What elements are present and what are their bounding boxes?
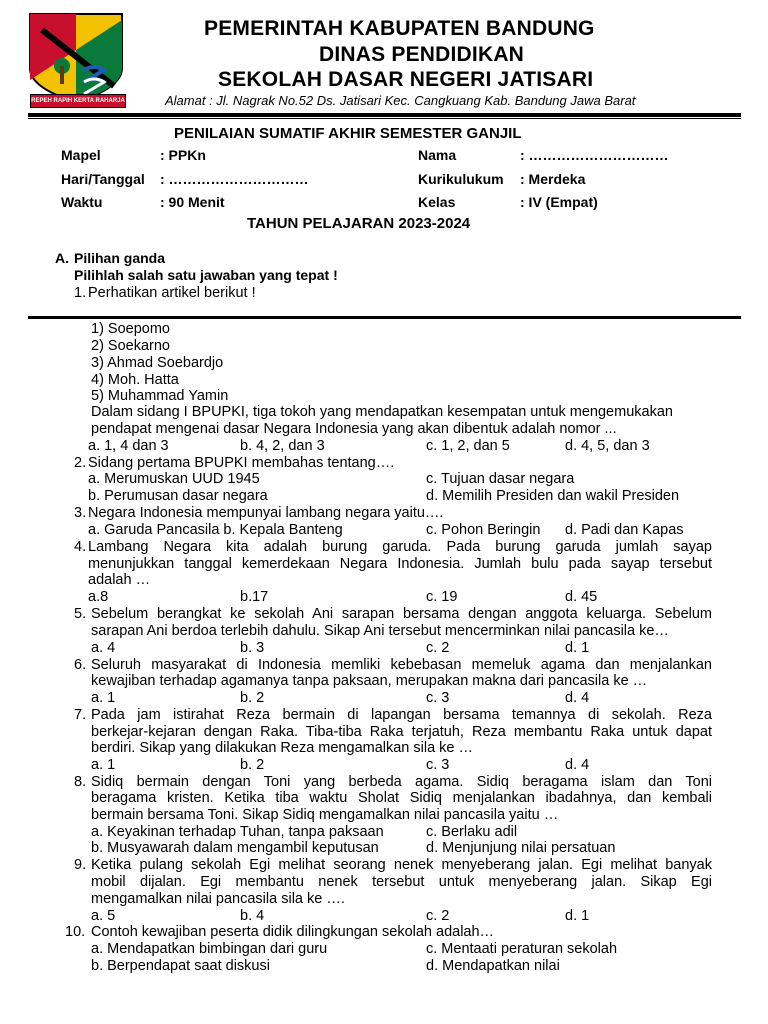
q7-option-d[interactable]: d. 4 — [565, 757, 590, 773]
q3-option-c[interactable]: c. Pohon Beringin — [426, 522, 541, 538]
q4-number: 4. — [74, 539, 87, 555]
q1-item-2: 2) Soekarno — [91, 338, 170, 354]
nama-value: : ………………………… — [520, 147, 669, 163]
nama-label: Nama — [418, 147, 457, 163]
q7-line-3: berdiri. Sikap yang dilakukan Reza mengamalkan sila ke … — [91, 740, 474, 756]
q1-option-c[interactable]: c. 1, 2, dan 5 — [426, 438, 510, 454]
header-rule-thin — [28, 118, 741, 119]
q7-option-a[interactable]: a. 1 — [91, 757, 116, 773]
q9-line-2: mobil dijalan. Egi membantu nenek tersebut untuk menyeberang jalan. Sikap Egi — [91, 874, 712, 890]
q10-option-a[interactable]: a. Mendapatkan bimbingan dari guru — [91, 941, 328, 957]
section-letter: A. — [55, 250, 69, 266]
hari-label: Hari/Tanggal — [61, 171, 145, 187]
q8-line-1: Sidiq bermain dengan Toni yang berbeda agama. Sidiq beragama islam dan Toni — [91, 774, 712, 790]
header-line-3: SEKOLAH DASAR NEGERI JATISARI — [218, 68, 594, 91]
hari-value: : ………………………… — [160, 171, 309, 187]
q10-option-d[interactable]: d. Mendapatkan nilai — [426, 958, 560, 974]
q10-text: Contoh kewajiban peserta didik dilingkungan sekolah adalah… — [91, 924, 495, 940]
header-line-1: PEMERINTAH KABUPATEN BANDUNG — [204, 17, 595, 40]
section-title: Pilihan ganda — [74, 250, 166, 266]
q7-option-c[interactable]: c. 3 — [426, 757, 450, 773]
q9-option-c[interactable]: c. 2 — [426, 908, 450, 924]
q6-line-2: kewajiban terhadap agamanya tanpa paksaan, merupakan makna dari pancasila ke … — [91, 673, 648, 689]
header-rule-thick — [28, 113, 741, 117]
school-logo — [24, 10, 128, 110]
q1-option-a[interactable]: a. 1, 4 dan 3 — [88, 438, 169, 454]
q5-line-2: sarapan Ani berdoa terlebih dahulu. Sikap Ani tersebut mencerminkan nilai pancasila ke… — [91, 623, 669, 639]
q2-number: 2. — [74, 455, 87, 471]
q6-option-a[interactable]: a. 1 — [91, 690, 116, 706]
q1-item-3: 3) Ahmad Soebardjo — [91, 355, 224, 371]
kurikulum-label: Kurikulukum — [418, 171, 504, 187]
q7-line-1: Pada jam istirahat Reza bermain di lapangan bersama temannya di sekolah. Reza — [91, 707, 712, 723]
q2-option-d[interactable]: d. Memilih Presiden dan wakil Presiden — [426, 488, 680, 504]
logo-motto: REPEH RAPIH KERTA RAHARJA — [31, 98, 125, 104]
q5-option-a[interactable]: a. 4 — [91, 640, 116, 656]
q7-option-b[interactable]: b. 2 — [240, 757, 265, 773]
q7-number: 7. — [74, 707, 87, 723]
q6-option-c[interactable]: c. 3 — [426, 690, 450, 706]
q8-option-a[interactable]: a. Keyakinan terhadap Tuhan, tanpa paksaan — [91, 824, 384, 840]
q6-line-1: Seluruh masyarakat di Indonesia memliki kebebasan memeluk agama dan menjalankan — [91, 657, 712, 673]
q8-line-2: beragama kristen. Ketika tiba waktu Sholat Sidiq menjalankan ibadahnya, dan kembali — [91, 790, 712, 806]
q1-item-5: 5) Muhammad Yamin — [91, 388, 229, 404]
q4-line-2: menunjukkan tanggal kemerdekaan Negara Indonesia. Jumlah bulu pada sayap tersebut — [88, 556, 712, 572]
section-instruction: Pilihlah salah satu jawaban yang tepat ! — [74, 267, 338, 283]
q5-number: 5. — [74, 606, 87, 622]
q4-option-a[interactable]: a.8 — [88, 589, 109, 605]
q2-option-c[interactable]: c. Tujuan dasar negara — [426, 471, 575, 487]
q10-number: 10. — [65, 924, 86, 940]
waktu-label: Waktu — [61, 194, 103, 210]
q4-line-1: Lambang Negara kita adalah burung garuda. Pada burung garuda jumlah sayap — [88, 539, 712, 555]
q1-item-4: 4) Moh. Hatta — [91, 372, 179, 388]
page-break-rule — [28, 316, 741, 319]
q3-option-d[interactable]: d. Padi dan Kapas — [565, 522, 684, 538]
q8-line-3: bermain bersama Toni. Sikap Sidiq mengamalkan nilai pancasila yaitu … — [91, 807, 559, 823]
q1-line-1: Dalam sidang I BPUPKI, tiga tokoh yang mendapatkan kesempatan untuk mengemukakan — [91, 404, 673, 420]
q9-option-d[interactable]: d. 1 — [565, 908, 590, 924]
q8-option-d[interactable]: d. Menjunjung nilai persatuan — [426, 840, 616, 856]
q5-option-c[interactable]: c. 2 — [426, 640, 450, 656]
q3-number: 3. — [74, 505, 87, 521]
mapel-value: : PPKn — [160, 147, 206, 163]
q7-line-2: berkejar-kejaran dengan Raka. Tiba-tiba Raka terjatuh, Reza membantu Raka untuk dapat — [91, 724, 712, 740]
q8-option-b[interactable]: b. Musyawarah dalam mengambil keputusan — [91, 840, 379, 856]
logo-motto-ribbon — [30, 94, 126, 108]
kelas-label: Kelas — [418, 194, 456, 210]
q10-option-c[interactable]: c. Mentaati peraturan sekolah — [426, 941, 618, 957]
q8-number: 8. — [74, 774, 87, 790]
q4-line-3: adalah … — [88, 572, 151, 588]
q4-option-b[interactable]: b.17 — [240, 589, 269, 605]
q9-option-a[interactable]: a. 5 — [91, 908, 116, 924]
waktu-value: : 90 Menit — [160, 194, 225, 210]
q2-text: Sidang pertama BPUPKI membahas tentang…. — [88, 455, 395, 471]
q8-option-c[interactable]: c. Berlaku adil — [426, 824, 518, 840]
q2-option-a[interactable]: a. Merumuskan UUD 1945 — [88, 471, 260, 487]
q9-line-3: mengamalkan nilai pancasila sila ke …. — [91, 891, 345, 907]
q10-option-b[interactable]: b. Berpendapat saat diskusi — [91, 958, 270, 974]
q6-option-d[interactable]: d. 4 — [565, 690, 590, 706]
academic-year: TAHUN PELAJARAN 2023-2024 — [247, 215, 471, 232]
q3-text: Negara Indonesia mempunyai lambang negara yaitu…. — [88, 505, 444, 521]
q9-line-1: Ketika pulang sekolah Egi melihat seorang nenek menyeberang jalan. Egi melihat banyak — [91, 857, 712, 873]
mapel-label: Mapel — [61, 147, 101, 163]
q3-option-ab[interactable]: a. Garuda Pancasila b. Kepala Banteng — [88, 522, 343, 538]
q6-option-b[interactable]: b. 2 — [240, 690, 265, 706]
q1-option-b[interactable]: b. 4, 2, dan 3 — [240, 438, 325, 454]
kelas-value: : IV (Empat) — [520, 194, 598, 210]
q1-option-d[interactable]: d. 4, 5, dan 3 — [565, 438, 650, 454]
q9-number: 9. — [74, 857, 87, 873]
q1-item-1: 1) Soepomo — [91, 321, 170, 337]
exam-title: PENILAIAN SUMATIF AKHIR SEMESTER GANJIL — [174, 125, 522, 142]
q4-option-c[interactable]: c. 19 — [426, 589, 458, 605]
q1-number: 1. — [74, 285, 87, 301]
q4-option-d[interactable]: d. 45 — [565, 589, 598, 605]
q5-line-1: Sebelum berangkat ke sekolah Ani sarapan bersama dengan anggota keluarga. Sebelum — [91, 606, 712, 622]
q2-option-b[interactable]: b. Perumusan dasar negara — [88, 488, 268, 504]
header-line-2: DINAS PENDIDIKAN — [319, 43, 525, 66]
kurikulum-value: : Merdeka — [520, 171, 586, 187]
school-address: Alamat : Jl. Nagrak No.52 Ds. Jatisari Kec. Cangkuang Kab. Bandung Jawa Barat — [165, 93, 636, 108]
q5-option-b[interactable]: b. 3 — [240, 640, 265, 656]
q6-number: 6. — [74, 657, 87, 673]
q1-line-2: pendapat mengenai dasar Negara Indonesia yang akan dibentuk adalah nomor ... — [91, 421, 617, 437]
q1-text: Perhatikan artikel berikut ! — [88, 285, 256, 301]
q9-option-b[interactable]: b. 4 — [240, 908, 265, 924]
q5-option-d[interactable]: d. 1 — [565, 640, 590, 656]
